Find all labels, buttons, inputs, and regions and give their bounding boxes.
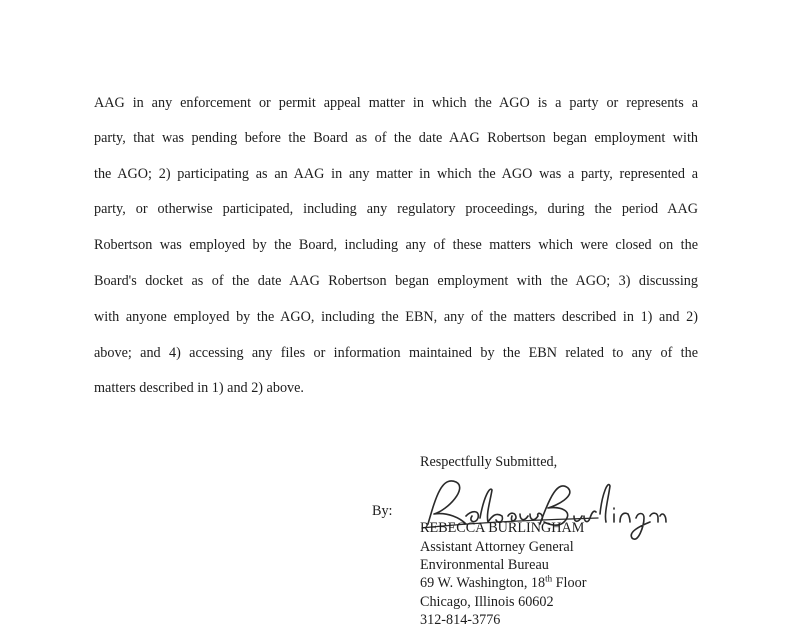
paragraph-line-6: Board's docket as of the date AAG Robertson began employment with the AGO; 3) discussing bbox=[94, 273, 698, 289]
signer-city: Chicago, Illinois 60602 bbox=[420, 594, 554, 610]
paragraph-line-8: above; and 4) accessing any files or information maintained by the EBN related to any of the bbox=[94, 345, 698, 361]
address-street: 69 W. Washington, 18 bbox=[420, 575, 546, 591]
paragraph-line-3: the AGO; 2) participating as an AAG in any matter in which the AGO was a party, represented a bbox=[94, 166, 698, 182]
signer-phone: 312-814-3776 bbox=[420, 612, 501, 628]
by-label: By: bbox=[372, 503, 393, 519]
address-superscript: th bbox=[545, 573, 553, 584]
paragraph-line-5: Robertson was employed by the Board, including any of these matters which were closed on the bbox=[94, 237, 698, 253]
paragraph-line-2: party, that was pending before the Board as of the date AAG Robertson began employment with bbox=[94, 130, 698, 146]
paragraph-line-9: matters described in 1) and 2) above. bbox=[94, 380, 304, 396]
signer-bureau: Environmental Bureau bbox=[420, 557, 549, 573]
closing-text: Respectfully Submitted, bbox=[420, 454, 558, 470]
paragraph-line-7: with anyone employed by the AGO, including the EBN, any of the matters described in 1) and 2) bbox=[94, 309, 698, 325]
signer-name: REBECCA BURLINGHAM bbox=[420, 520, 585, 536]
paragraph-line-1: AAG in any enforcement or permit appeal matter in which the AGO is a party or represents a bbox=[94, 95, 698, 111]
signer-address bbox=[420, 574, 586, 592]
signer-title: Assistant Attorney General bbox=[420, 539, 574, 555]
address-floor: Floor bbox=[552, 575, 587, 591]
paragraph-line-4: party, or otherwise participated, including any regulatory proceedings, during the period AAG bbox=[94, 201, 698, 217]
